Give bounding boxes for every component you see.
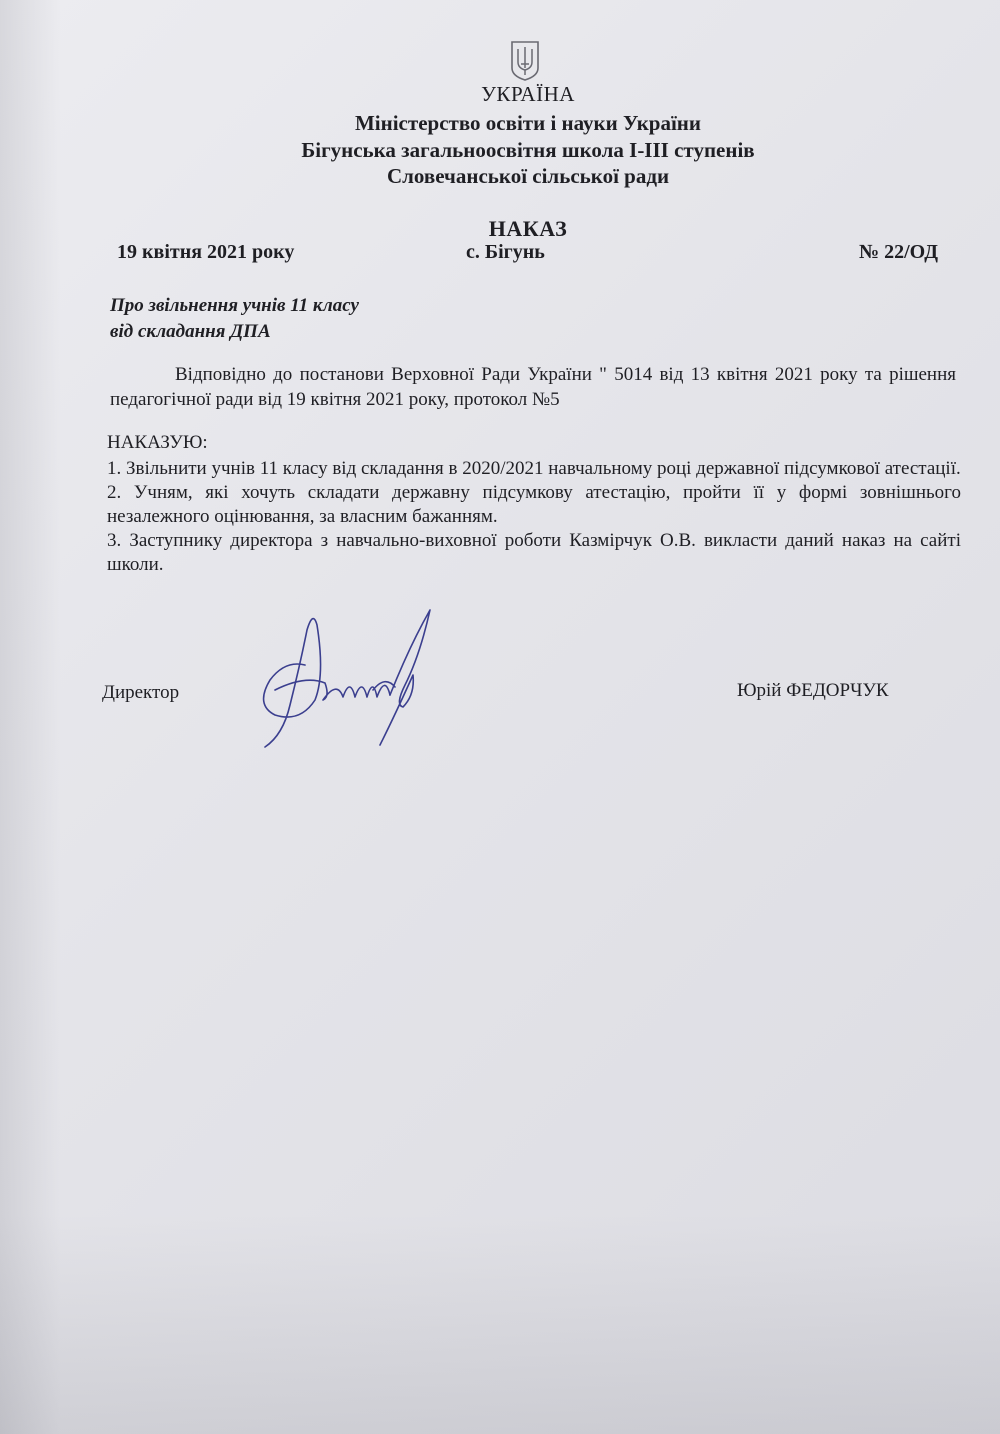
- order-place: с. Бігунь: [466, 241, 545, 263]
- subject-line-2: від складання ДПА: [110, 321, 271, 342]
- order-number: № 22/ОД: [859, 241, 938, 263]
- subject-line-1: Про звільнення учнів 11 класу: [110, 295, 359, 316]
- country-name: УКРАЇНА: [481, 82, 575, 106]
- orders-heading: НАКАЗУЮ:: [107, 432, 208, 453]
- director-title: Директор: [102, 682, 180, 703]
- order-item-2: 2. Учням, які хочуть складати державну підсумкову атестацію, пройти її у формі зовнішнього незалежного оцінювання, за власним бажанням.: [107, 482, 961, 527]
- order-date: 19 квітня 2021 року: [117, 241, 295, 263]
- school-name: Бігунська загальноосвітня школа І-ІІІ ступенів: [301, 138, 755, 162]
- ministry-name: Міністерство освіти і науки України: [354, 111, 702, 135]
- council-name: Словечанської сільської ради: [386, 164, 670, 188]
- orders-list: [107, 457, 961, 577]
- order-title: НАКАЗ: [488, 216, 568, 241]
- trident-emblem-icon: [509, 38, 541, 82]
- basis-text: Відповідно до постанови Верховної Ради України " 5014 від 13 квітня 2021 року та рішення педагогічної ради від 19 квітня 2021 року, протокол №5: [110, 364, 956, 410]
- handwritten-signature: [245, 605, 440, 755]
- order-item-3: 3. Заступнику директора з навчально-виховної роботи Казмірчук О.В. викласти даний наказ на сайті школи.: [107, 530, 961, 575]
- order-item-1: 1. Звільнити учнів 11 класу від складання в 2020/2021 навчальному році державної підсумкової атестації.: [107, 458, 961, 479]
- paper-shadow-bottom: [0, 1214, 1000, 1434]
- director-name: Юрій ФЕДОРЧУК: [737, 680, 889, 701]
- order-basis: [110, 362, 956, 412]
- order-subject: [110, 293, 359, 345]
